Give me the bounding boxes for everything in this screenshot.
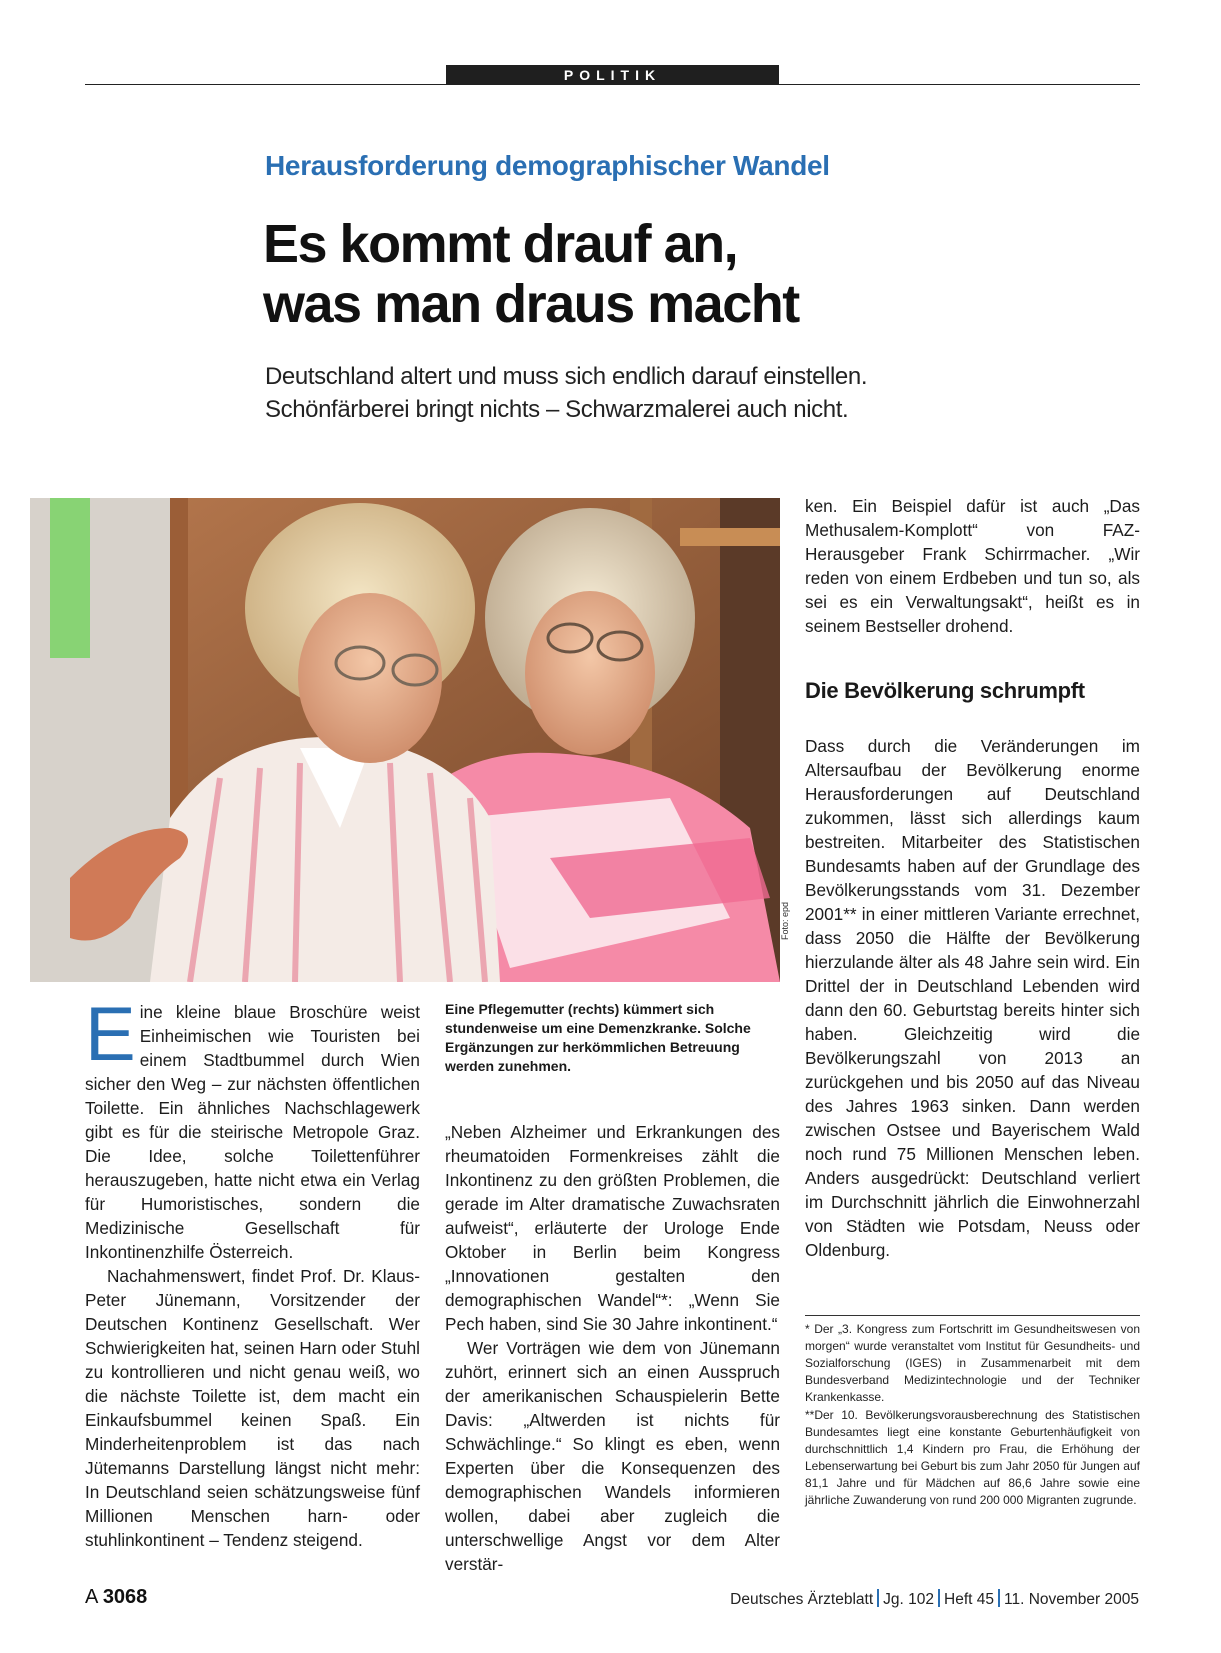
journal-name: Deutsches Ärzteblatt	[730, 1591, 874, 1608]
paragraph: Wer Vorträgen wie dem von Jünemann zuhört, erinnert sich an einen Ausspruch der amerikanischen Schauspielerin Bette Davis: „Altwerden ist nichts für Schwächlinge.“ So klingt es eben, wenn Experten über die Konsequenzen des demographischen Wandels informieren wollen, dabei aber zugleich die unterschwellige Angst vor dem Alter verstär-	[445, 1338, 780, 1574]
journal-volume: Jg. 102	[883, 1591, 935, 1608]
standfirst-line-2: Schönfärberei bringt nichts – Schwarzmalerei auch nicht.	[265, 396, 849, 423]
separator	[998, 1589, 1000, 1607]
body-column-2	[445, 1120, 780, 1576]
footnote: * Der „3. Kongress zum Fortschritt im Gesundheitswesen von morgen“ wurde veranstaltet vom Institut für Gesundheits- und Sozialforschung (IGES) in Zusammenarbeit mit dem Bundesverband Medizintechnologie und der Techniker Krankenkasse.	[805, 1322, 1140, 1404]
headline	[263, 214, 1063, 334]
footnote-rule	[805, 1315, 1140, 1316]
subheading: Die Bevölkerung schrumpft	[805, 678, 1085, 703]
body-column-3	[805, 734, 1140, 1262]
drop-cap: E	[85, 992, 136, 1077]
paragraph: „Neben Alzheimer und Erkrankungen des rheumatoiden Formenkreises zählt die Inkontinenz zu den größten Problemen, die gerade im Alter dramatische Zuwachsraten aufweist“, erläuterte der Urologe Ende Oktober in Berlin beim Kongress „Innovationen gestalten den demographischen Wandel“*: „Wenn Sie Pech haben, sind Sie 30 Jahre inkontinent.“	[445, 1122, 780, 1334]
paragraph: Dass durch die Veränderungen im Altersaufbau der Bevölkerung enorme Herausforderungen auf Deutschland zukommen, lässt sich allerdings kaum bestreiten. Mitarbeiter des Statistischen Bundesamts haben auf der Grundlage des Bevölkerungsstands vom 31. Dezember 2001** in einer mittleren Variante errechnet, dass 2050 die Hälfte der Bevölkerung hierzulande älter als 48 Jahre sein wird. Ein Drittel der in Deutschland Lebenden wird dann den 60. Geburtstag bereits hinter sich haben. Gleichzeitig wird die Bevölkerungszahl von 2013 an zurückgehen und bis 2050 auf das Niveau des Jahres 1963 sinken. Dann werden zwischen Ostsee und Bayerischem Wald noch rund 75 Millionen Menschen leben. Anders ausgedrückt: Deutschland verliert im Durchschnitt jährlich die Einwohnerzahl von Städten wie Potsdam, Neuss oder Oldenburg.	[805, 736, 1140, 1260]
kicker: Herausforderung demographischer Wandel	[265, 150, 830, 181]
separator	[938, 1589, 940, 1607]
page-number: A 3068	[85, 1586, 148, 1608]
journal-line	[730, 1589, 1139, 1609]
section-label: POLITIK	[446, 65, 779, 85]
paragraph: Nachahmenswert, findet Prof. Dr. Klaus-Peter Jünemann, Vorsitzender der Deutschen Kontinenz Gesellschaft. Wer Schwierigkeiten hat, seinen Harn oder Stuhl zu kontrollieren und nicht genau weiß, wo die nächste Toilette ist, dem macht ein Einkaufsbummel keinen Spaß. Ein Minderheitenproblem ist das nach Jütemanns Darstellung längst nicht mehr: In Deutschland seien schätzungsweise fünf Millionen Menschen harn- oder stuhlinkontinent – Tendenz steigend.	[85, 1266, 420, 1550]
footnotes	[805, 1321, 1140, 1510]
body-column-1	[85, 992, 420, 1552]
paragraph: ken. Ein Beispiel dafür ist auch „Das Methusalem-Komplott“ von FAZ-Herausgeber Frank Schirrmacher. „Wir reden von einem Erdbeben und tun so, als sei es ein Verwaltungsakt“, heißt es in seinem Bestseller drohend.	[805, 496, 1140, 636]
journal-date: 11. November 2005	[1004, 1591, 1139, 1608]
photo-illustration	[30, 498, 780, 982]
paragraph: Eine kleine blaue Broschüre weist Einheimischen wie Touristen bei einem Stadtbummel durch Wien sicher den Weg – zur nächsten öffentlichen Toilette. Ein ähnliches Nachschlagewerk gibt es für die steirische Metropole Graz. Die Idee, solche Toilettenführer herauszugeben, hatte nicht etwa ein Verlag für Humoristisches, sondern die Medizinische Gesellschaft für Inkontinenzhilfe Österreich.	[85, 992, 420, 1262]
body-column-3-top	[805, 494, 1140, 638]
journal-issue: Heft 45	[944, 1591, 994, 1608]
article-photo	[30, 498, 780, 982]
separator	[877, 1589, 879, 1607]
photo-credit: Foto: epd	[780, 901, 790, 940]
photo-caption: Eine Pflegemutter (rechts) kümmert sich stundenweise um eine Demenzkranke. Solche Ergänzungen zur herkömmlichen Betreuung werden zunehmen.	[445, 1001, 751, 1074]
headline-line-2: was man draus macht	[263, 274, 799, 334]
footnote: **Der 10. Bevölkerungsvorausberechnung des Statistischen Bundesamtes liegt eine konstante Geburtenhäufigkeit von durchschnittlich 1,4 Kindern pro Frau, die Erhöhung der Lebenserwartung bei Geburt bis zum Jahr 2050 für Jungen auf 81,1 Jahre und für Mädchen auf 86,6 Jahre sowie eine jährliche Zuwanderung von rund 200 000 Migranten zugrunde.	[805, 1408, 1140, 1507]
standfirst	[265, 360, 1025, 426]
standfirst-line-1: Deutschland altert und muss sich endlich darauf einstellen.	[265, 363, 868, 390]
headline-line-1: Es kommt drauf an,	[263, 214, 738, 274]
